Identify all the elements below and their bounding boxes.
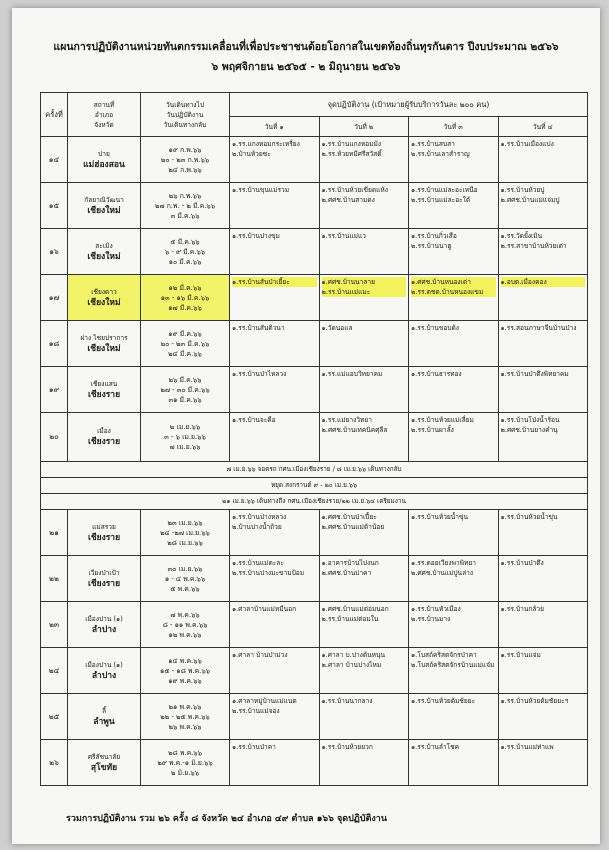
row-date: ๕ พ.ค.๖๖: [170, 584, 200, 593]
row-province: เชียงใหม่: [87, 205, 121, 216]
row-number: ๑๘: [41, 321, 68, 367]
row-province: เชียงใหม่: [87, 251, 121, 262]
row-date: ๑๙ มี.ค.๖๖: [168, 329, 202, 338]
note-text: หยุด สงกรานต์ ๙ - ๒๐ เม.ย.๖๖: [41, 478, 588, 494]
row-d2-points: [319, 183, 409, 229]
row-place: [68, 321, 141, 367]
point-item: ๑.รร.บ้านห้วยน้ำขุ่น: [411, 513, 468, 521]
row-province: เชียงราย: [87, 437, 121, 447]
row-date: ๒๘ เม.ย.๖๖: [167, 538, 203, 547]
row-place: [68, 694, 141, 740]
row-district: สะเมิง: [95, 241, 113, 250]
header-place-c: จังหวัด: [94, 120, 114, 129]
point-item: ๑.รร.บ้านแจ่ม: [500, 651, 541, 659]
row-d2-points: [319, 367, 409, 413]
row-d1-points: [230, 740, 320, 786]
row-date: ๒๗ ก.พ. - ๒ มี.ค.๖๖: [154, 201, 216, 210]
row-place: [68, 413, 141, 462]
row-d1-points: [230, 413, 320, 462]
point-item: ๑.รร.บ้านแม่ละอะเหนือ: [411, 186, 478, 194]
row-d4-points: [498, 137, 588, 183]
row-d3-points: [409, 183, 499, 229]
row-number: ๒๔: [41, 648, 68, 694]
row-d4-points: [498, 556, 588, 602]
point-item: ๑.รร.บ้านนากลาง: [321, 697, 373, 705]
row-place: [68, 602, 141, 648]
row-province: สุโขทัย: [90, 762, 118, 773]
table-row: [41, 602, 588, 648]
header-dates: [141, 93, 230, 137]
row-d2-points: [319, 602, 409, 648]
header-no: ครั้งที่: [41, 93, 68, 137]
note-text: ๗ เม.ย.๖๖ จอดรถ กศน.เมืองเชียงราย / ๘ เม.ย.๖๖ เดินทางกลับ: [41, 462, 588, 478]
point-item: ๑.อาคารบ้านไปงนก: [321, 559, 379, 567]
point-item: ๑.รร.บ้านแม่แว: [321, 232, 366, 240]
row-date: ๒๔ -๒๗ เม.ย.๖๖: [160, 528, 210, 537]
point-item: ๑.รร.บ้านปางขุม: [232, 232, 280, 240]
point-item: ๒.รร.บ้านนาฮู: [411, 242, 452, 250]
point-item: ๑.รร.บ้านสันติวนา: [232, 324, 285, 332]
table-row: [41, 740, 588, 786]
point-item: ๑.รร.บ้านห้วยต้มชัยยะฯ: [500, 697, 569, 705]
row-place: [68, 367, 141, 413]
point-item: ๒.รร.บ้านมาง: [411, 615, 451, 623]
schedule-table: [40, 92, 588, 786]
point-item: ๑.รร.บ้านกิ่วเสือ: [411, 232, 457, 240]
row-place: [68, 275, 141, 321]
row-date: ๒ มิ.ย.๖๖: [170, 768, 200, 777]
row-date: ๒๗ - ๓๐ มี.ค.๖๖: [160, 385, 210, 394]
row-d3-points: [409, 556, 499, 602]
row-date: ๒๑ พ.ค.๖๖: [168, 702, 202, 711]
point-item: ๑.รร.บ้านป่าตึงพิทยาคม: [500, 370, 569, 378]
table-row: [41, 183, 588, 229]
row-date: ๓๑ มี.ค.๖๖: [168, 395, 202, 404]
point-item: ๒.ศาลา บ้านปางไหม: [321, 661, 382, 669]
point-item: ๑.รร.แม่ยางวิทยา: [321, 416, 372, 424]
row-d3-points: [409, 413, 499, 462]
table-row: [41, 321, 588, 367]
point-item: ๒.รร.ห้วยหมีศรีสวัสดิ์: [321, 150, 382, 158]
point-item: ๑.ศศช.บ้านป่าเปี้ยะ: [321, 513, 377, 521]
row-dates: [141, 229, 230, 275]
row-number: ๑๙: [41, 367, 68, 413]
point-item: ๑.รร.บ้านแม่ท่าแพ: [500, 743, 554, 751]
row-dates: [141, 275, 230, 321]
point-item: ๒.รร.บ้านผาลั้ง: [411, 426, 454, 434]
header-place-b: อำเภอ: [94, 110, 114, 119]
row-d1-points: [230, 556, 320, 602]
row-district: กัลยาณิวัฒนา: [84, 195, 124, 204]
row-d3-points: [409, 229, 499, 275]
row-district: เวียงป่าเป้า: [88, 568, 120, 577]
row-dates: [141, 321, 230, 367]
row-place: [68, 556, 141, 602]
table-row: [41, 229, 588, 275]
row-place: [68, 183, 141, 229]
point-item: ๑.อบต.เมืองคอง: [501, 277, 586, 287]
point-item: ๒.รร.บ้านเลาสำราญ: [411, 150, 470, 158]
point-item: ๑.วัดนอแล: [321, 324, 353, 332]
point-item: ๑.รร.บ้านห้วยต้มช้ยยะ: [411, 697, 476, 705]
table-row: [41, 275, 588, 321]
row-d1-points: [230, 602, 320, 648]
row-date: ๑๓ - ๑๖ มี.ค.๖๖: [160, 293, 210, 302]
row-date: ๗ พ.ค.๖๖: [170, 610, 200, 619]
table-row: [41, 556, 588, 602]
point-item: ๒.โบสถ์คริสตจักรบ้านแม่แจ๋ม: [411, 661, 495, 669]
row-d4-points: [498, 740, 588, 786]
row-date: ๒๙ พ.ค.-๑ มิ.ย.๖๖: [157, 758, 213, 767]
point-item: ๑.รร.แกงหอมกระเหรี่ยง: [232, 140, 300, 148]
row-dates: [141, 602, 230, 648]
row-number: ๒๖: [41, 740, 68, 786]
row-d4-points: [498, 229, 588, 275]
row-date: ๒๖ ก.พ.๖๖: [168, 191, 202, 200]
row-d1-points: [230, 694, 320, 740]
row-number: ๒๒: [41, 556, 68, 602]
point-item: ๒.รร.บ้านแม่จอง: [232, 707, 280, 715]
document-page: [12, 8, 600, 844]
point-item: ๑.รร.บ้านขุนแม่รวม: [232, 186, 290, 194]
point-item: ๒.บ้านปางน้ำถ้วย: [232, 523, 282, 531]
row-province: เชียงราย: [87, 578, 121, 589]
point-item: ๒.รร.สาขาบ้านห้วยเต่า: [500, 242, 567, 250]
row-date: ๑ - ๔ พ.ค.๖๖: [164, 574, 206, 583]
row-province: ลำปาง: [91, 624, 117, 635]
point-item: ๒.รร.บ้านแม่ละอะใต้: [411, 196, 471, 204]
row-date: ๒๔ ก.พ.๖๖: [168, 165, 202, 174]
table-row: [41, 413, 588, 462]
row-date: ๒๐ - ๒๓ ก.พ.๖๖: [160, 155, 210, 164]
row-date: ๒๖ มี.ค.๖๖: [168, 375, 202, 384]
row-province: ลำปาง: [91, 670, 117, 681]
row-number: ๒๑: [41, 510, 68, 556]
point-item: ๑.โบสถ์คริสตจักรป่าคา: [411, 651, 477, 659]
schedule-body: [41, 137, 588, 786]
row-d1-points: [230, 275, 320, 321]
row-d4-points: [498, 321, 588, 367]
row-d2-points: [319, 137, 409, 183]
point-item: ๒.ศศช.บ้านแม่ปูนล่าง: [411, 569, 474, 577]
row-d4-points: [498, 367, 588, 413]
row-province: เชียงใหม่: [87, 343, 121, 354]
row-date: ๖ - ๙ มี.ค.๖๖: [164, 247, 206, 256]
row-dates: [141, 648, 230, 694]
row-district: เมือง: [97, 427, 111, 435]
point-item: ๑.รร.บ้านป่าตึง: [500, 559, 544, 567]
point-item: ๑.รร.บ้านป่าคา: [232, 743, 276, 751]
point-item: ๑.รร.บ้านหัวเมือง: [411, 605, 461, 613]
point-item: ๒.ศศช.บ้านปาคา: [321, 569, 372, 577]
row-number: ๒๓: [41, 602, 68, 648]
point-item: ๒.ศศช.บ้านแม่แจ่มปู: [500, 196, 560, 204]
row-d4-points: [498, 275, 588, 321]
point-item: ๑.รร.บ้านปางหลวง: [232, 513, 287, 521]
point-item: ๑.ศาลาหมู่บ้านแม่แนต: [232, 697, 297, 705]
point-item: ๑.รร.สอนภาษาจีนบ้านป่าง: [500, 324, 577, 332]
row-date: ๑๐ มี.ค.๖๖: [168, 257, 202, 266]
point-item: ๑.รร.วัดยั้งเมิน: [500, 232, 543, 240]
row-place: [68, 137, 141, 183]
row-dates: [141, 183, 230, 229]
point-item: ๑.รร.บ้านสบสา: [411, 140, 455, 148]
row-place: [68, 648, 141, 694]
row-date: ๓ - ๖ เม.ย.๖๖: [164, 433, 206, 441]
row-d1-points: [230, 648, 320, 694]
point-item: ๑.รร.บ้านห้วยปู: [500, 186, 545, 194]
document-title: แผนการปฏิบัติงานหน่วยทันตกรรมเคลื่อนที่เพื่อประชาชนด้อยโอกาสในเขตท้องถิ่นทุรกันดาร ปีงบประมาณ ๒๕๖๖: [53, 41, 559, 53]
row-number: ๑๔: [41, 137, 68, 183]
point-item: ๑.รร.บ้านห้วยแม่เลี่ยม: [411, 416, 474, 424]
row-date: ๓ มี.ค.๖๖: [170, 211, 200, 220]
row-date: ๓๐ เม.ย.๖๖: [167, 564, 203, 573]
row-dates: [141, 413, 230, 462]
row-dates: [141, 740, 230, 786]
row-d3-points: [409, 275, 499, 321]
header-date-b: วันปฏิบัติงาน: [166, 110, 204, 119]
point-item: ๑.รร.บ้านลำโชค: [411, 743, 460, 751]
table-row: [41, 137, 588, 183]
point-item: ๑.รร.บ้านโป่งน้ำร้อน: [500, 416, 560, 424]
row-date: ๕ มี.ค.๖๖: [170, 237, 200, 246]
row-d2-points: [319, 413, 409, 462]
row-d3-points: [409, 694, 499, 740]
point-item: ๑.รร.บ้านกล้วย: [500, 605, 544, 613]
row-d2-points: [319, 648, 409, 694]
row-d3-points: [409, 602, 499, 648]
header-day4: วันที่ ๔: [498, 117, 588, 137]
document-subtitle: ๖ พฤศจิกายน ๒๕๖๕ - ๒ มิถุนายน ๒๕๖๖: [211, 61, 401, 73]
row-province: ลำพูน: [93, 716, 115, 727]
row-dates: [141, 556, 230, 602]
row-district: เชียงดาว: [91, 287, 117, 296]
row-d2-points: [319, 510, 409, 556]
point-item: ๑.รร.บ้านห้วยน้ำขุ่น: [500, 513, 558, 521]
point-item: ๑.รร.แม่แอบวิทยาคม: [321, 370, 383, 378]
row-district: ศรีสัชนาลัย: [87, 752, 121, 761]
point-item: ๑.ศาลาบ้านแม่หมีนอก: [232, 605, 297, 613]
note-text: ๒๑ เม.ย.๖๖ เดินทางถึง กศน.เมืองเชียงราย/๒๒ เม.ย.๖๔ เตรียมงาน: [41, 494, 588, 510]
row-d3-points: [409, 510, 499, 556]
row-province: เชียงราย: [87, 389, 121, 400]
summary-line: รวมการปฏิบัติงาน รวม ๒๖ ครั้ง ๘ จังหวัด ๒๔ อำเภอ ๔๙ ตำบล ๑๖๖ จุดปฏิบัติงาน: [66, 814, 388, 824]
header-points: จุดปฏิบัติงาน (เป้าหมายผู้รับบริการวันละ ๒๐๐ คน): [230, 93, 588, 117]
row-d3-points: [409, 367, 499, 413]
point-item: ๑.รร.บ้านห้วยยวก: [321, 743, 373, 751]
point-item: ๑.ศาลา บ้านป่าม่วง: [232, 651, 288, 659]
header-date-c: วันเดินทางกลับ: [163, 120, 207, 129]
note-row: [41, 478, 588, 494]
point-item: ๒.รร.บ้านแม่ต่อมใน: [321, 615, 379, 623]
row-dates: [141, 510, 230, 556]
row-d2-points: [319, 694, 409, 740]
row-district: ปาย: [98, 149, 110, 158]
row-d2-points: [319, 740, 409, 786]
row-d4-points: [498, 183, 588, 229]
point-item: ๑.ศศช.บ้านหนองเต่า: [411, 277, 496, 287]
row-date: ๒๔ มี.ค.๖๖: [168, 349, 202, 358]
point-item: ๑.ศศช.บ้านนาลาย: [322, 277, 407, 287]
point-item: ๑.ศศช.บ้านแม่ต่อมนอก: [321, 605, 389, 613]
row-date: ๑๙ พ.ค.๖๖: [168, 676, 202, 685]
point-item: ๒.ศศช.บ้านสามดง: [321, 196, 375, 204]
note-row: [41, 462, 588, 478]
row-district: ลี้: [101, 706, 107, 715]
note-row: [41, 494, 588, 510]
table-row: [41, 510, 588, 556]
row-place: [68, 229, 141, 275]
row-district: ฝาง ไชยปราการ: [80, 333, 128, 342]
point-item: ๒.รร.บ้านแม่แมะ: [322, 287, 407, 297]
row-d3-points: [409, 321, 499, 367]
point-item: ๑.รร.บ้านธารทอง: [411, 370, 462, 378]
row-district: เมืองปาน (๑): [85, 614, 123, 623]
row-date: ๒๖ พ.ค.๖๖: [168, 722, 202, 731]
row-d1-points: [230, 321, 320, 367]
row-d2-points: [319, 321, 409, 367]
row-d1-points: [230, 229, 320, 275]
point-item: ๒.รร.ตชด.บ้านหนองแขม: [411, 287, 496, 297]
point-item: ๒.ศศช.บ้านแม่ต้าน้อย: [321, 523, 385, 531]
point-item: ๒.บ้านห้วยซะ: [232, 150, 271, 158]
row-d2-points: [319, 556, 409, 602]
table-row: [41, 694, 588, 740]
table-row: [41, 367, 588, 413]
row-date: ๗ เม.ย.๖๖: [169, 443, 201, 451]
point-item: ๑.รร.บ้านเมืองแปง: [500, 140, 554, 148]
row-dates: [141, 694, 230, 740]
point-item: ๑.รร.บ้านป่าไหลวง: [232, 370, 287, 378]
row-date: ๒๒ - ๒๕ พ.ค.๖๖: [160, 712, 210, 721]
point-item: ๑.รร.บ้านแม่ตะละ: [232, 559, 284, 567]
row-date: ๑๙ ก.พ.๖๖: [168, 145, 202, 154]
row-date: ๑๔ พ.ค.๖๖: [168, 656, 202, 665]
point-item: ๑.รร.บ้านแกงหอมม้ง: [321, 140, 382, 148]
row-date: ๒๘ พ.ค.๖๖: [168, 748, 202, 757]
row-d2-points: [319, 275, 409, 321]
row-province: เชียงใหม่: [87, 297, 121, 308]
point-item: ๑.รร.บ้านห้วยเขียดแห้ง: [321, 186, 388, 194]
row-date: ๒ เม.ย.๖๖: [169, 423, 201, 431]
row-date: ๒๓ เม.ย.๖๖: [167, 518, 203, 527]
row-d4-points: [498, 694, 588, 740]
row-d3-points: [409, 137, 499, 183]
row-d1-points: [230, 367, 320, 413]
row-date: ๒๐ - ๒๓ มี.ค.๖๖: [160, 339, 210, 348]
row-dates: [141, 137, 230, 183]
row-district: แม่สรวย: [92, 522, 116, 531]
point-item: ๑.ศาลา บ.ปางต้นหนุน: [321, 651, 386, 659]
row-d4-points: [498, 413, 588, 462]
point-item: ๑.รร.บ้านจะคือ: [232, 416, 276, 424]
row-number: ๑๖: [41, 229, 68, 275]
row-number: ๑๗: [41, 275, 68, 321]
row-place: [68, 510, 141, 556]
row-d3-points: [409, 740, 499, 786]
header-day1: วันที่ ๑: [230, 117, 320, 137]
row-province: แม่ฮ่องสอน: [83, 159, 125, 170]
row-d1-points: [230, 183, 320, 229]
row-date: ๑๕ - ๑๘ พ.ค.๖๖: [160, 666, 210, 675]
row-number: ๒๐: [41, 413, 68, 462]
header-date-a: วันเดินทางไป: [165, 100, 205, 109]
header-place-a: สถานที่: [93, 100, 115, 109]
row-date: ๑๒ มี.ค.๖๖: [168, 283, 202, 292]
row-date: ๑๗ มี.ค.๖๖: [168, 303, 202, 312]
row-d4-points: [498, 648, 588, 694]
row-d1-points: [230, 137, 320, 183]
row-district: เมืองปาน (๑): [85, 660, 123, 669]
row-d4-points: [498, 602, 588, 648]
row-dates: [141, 367, 230, 413]
header-place: [68, 93, 141, 137]
table-row: [41, 648, 588, 694]
row-number: ๒๕: [41, 694, 68, 740]
row-date: ๘ - ๑๑ พ.ค.๖๖: [162, 620, 208, 629]
header-day3: วันที่ ๓: [409, 117, 499, 137]
row-date: ๑๒ พ.ค.๖๖: [168, 630, 202, 639]
header-day2: วันที่ ๒: [319, 117, 409, 137]
row-place: [68, 740, 141, 786]
point-item: ๑.รร.บ้านขอบด้ง: [411, 324, 460, 332]
row-d3-points: [409, 648, 499, 694]
point-item: ๒.ศศช.บ้านยางคำนุ: [500, 426, 558, 434]
row-district: เชียงแสน: [90, 379, 118, 388]
point-item: ๑.รร.บ้านสันป่าเยี้ยะ: [232, 277, 317, 287]
point-item: ๑.รร.ดอยเวียงพาพิทยา: [411, 559, 476, 567]
row-d4-points: [498, 510, 588, 556]
row-d1-points: [230, 510, 320, 556]
point-item: ๒.รร.บ้านปางมะขามป้อม: [232, 569, 305, 577]
point-item: ๒.ศศช.บ้านเทคนิคศุลีล: [321, 426, 388, 434]
row-number: ๑๕: [41, 183, 68, 229]
row-province: เชียงราย: [87, 532, 121, 543]
row-d2-points: [319, 229, 409, 275]
